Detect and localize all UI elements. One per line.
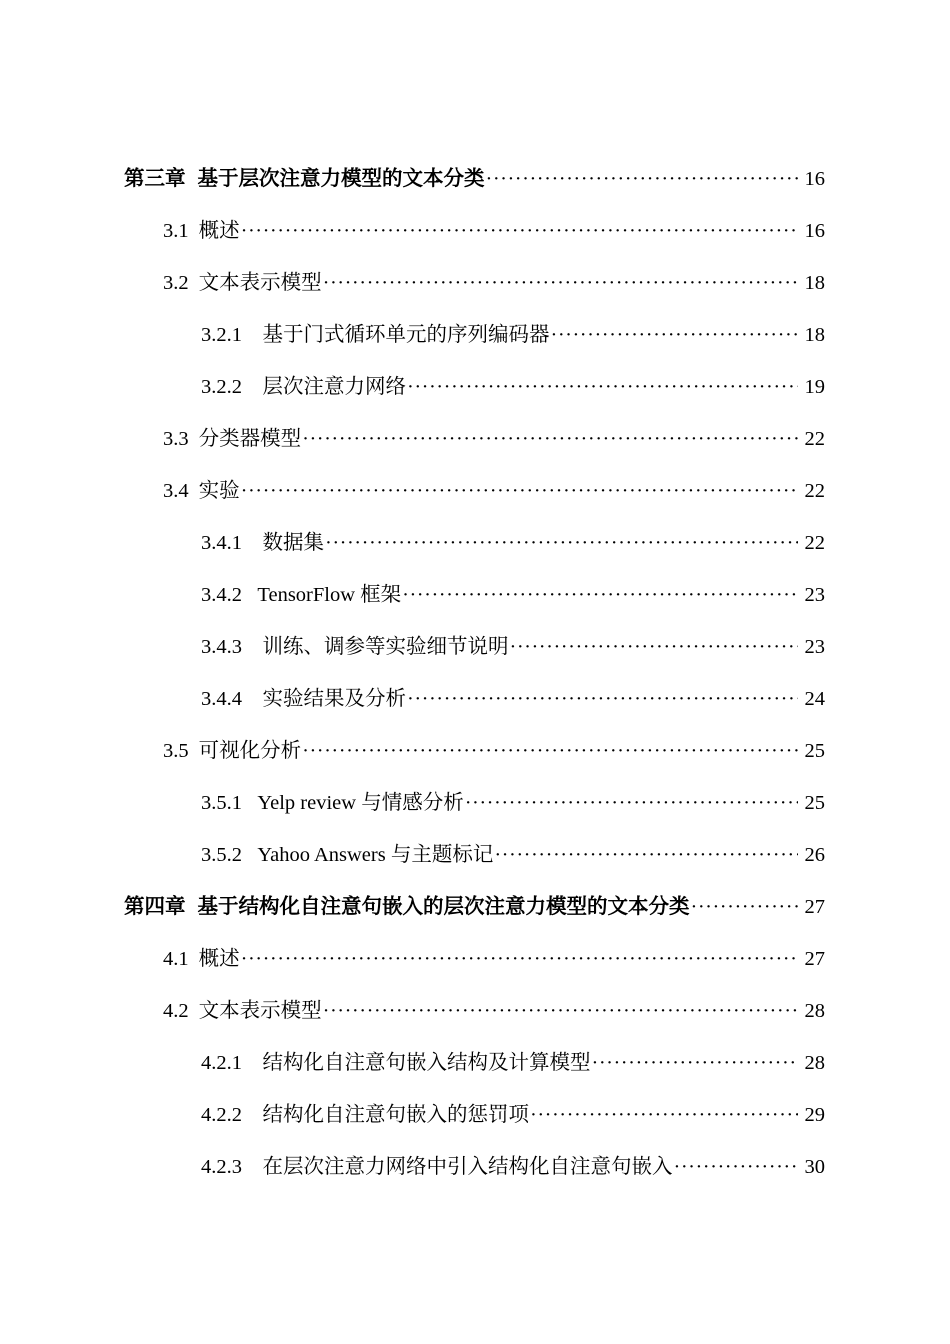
toc-entry-title: Yelp review 与情感分析 bbox=[257, 791, 464, 814]
toc-entry-3-4-4[interactable] bbox=[0, 673, 950, 725]
toc-entry-3-5-1[interactable] bbox=[0, 777, 950, 829]
toc-entry-number: 4.2.2 bbox=[201, 1103, 263, 1126]
toc-entry-3-2-1[interactable] bbox=[0, 309, 950, 361]
toc-entry-title: 基于结构化自注意句嵌入的层次注意力模型的文本分类 bbox=[197, 895, 690, 918]
toc-entry-4-2-1[interactable] bbox=[0, 1037, 950, 1089]
toc-entry-page: 27 bbox=[804, 947, 825, 970]
dot-leader bbox=[302, 429, 798, 450]
toc-entry-number: 3.4.2 bbox=[201, 583, 258, 606]
toc-entry-title: 数据集 bbox=[262, 531, 324, 554]
toc-entry-number: 3.1 bbox=[163, 219, 189, 242]
toc-entry-page: 30 bbox=[804, 1155, 825, 1178]
dot-leader bbox=[592, 1053, 799, 1074]
toc-entry-title: Yahoo Answers 与主题标记 bbox=[257, 843, 494, 866]
toc-entry-3-4-2[interactable] bbox=[0, 569, 950, 621]
dot-leader bbox=[323, 1001, 798, 1022]
toc-entry-4-2-3[interactable] bbox=[0, 1141, 950, 1193]
toc-entry-number: 3.4.4 bbox=[201, 687, 263, 710]
toc-entry-3-2-2[interactable] bbox=[0, 361, 950, 413]
toc-entry-page: 22 bbox=[804, 531, 825, 554]
toc-entry-page: 29 bbox=[804, 1103, 825, 1126]
toc-entry-chapter-3[interactable] bbox=[0, 153, 950, 205]
toc-entry-title: 实验结果及分析 bbox=[262, 687, 406, 710]
toc-entry-page: 22 bbox=[804, 479, 825, 502]
dot-leader bbox=[407, 689, 798, 710]
toc-entry-number: 4.1 bbox=[163, 947, 189, 970]
toc-entry-number: 3.5.1 bbox=[201, 791, 258, 814]
toc-entry-page: 18 bbox=[804, 271, 825, 294]
toc-entry-3-5[interactable] bbox=[0, 725, 950, 777]
toc-entry-page: 26 bbox=[804, 843, 825, 866]
toc-entry-title: 在层次注意力网络中引入结构化自注意句嵌入 bbox=[262, 1155, 673, 1178]
toc-entry-page: 19 bbox=[804, 375, 825, 398]
toc-entry-3-2[interactable] bbox=[0, 257, 950, 309]
toc-entry-number: 3.2.2 bbox=[201, 375, 263, 398]
toc-entry-page: 25 bbox=[804, 739, 825, 762]
dot-leader bbox=[241, 221, 798, 242]
toc-entry-title: 概述 bbox=[198, 947, 240, 970]
dot-leader bbox=[302, 741, 798, 762]
dot-leader bbox=[486, 169, 799, 190]
toc-entry-title: 文本表示模型 bbox=[198, 999, 322, 1022]
toc-entry-number: 3.5.2 bbox=[201, 843, 258, 866]
toc-entry-number: 4.2.1 bbox=[201, 1051, 263, 1074]
toc-entry-3-5-2[interactable] bbox=[0, 829, 950, 881]
toc-entry-3-4[interactable] bbox=[0, 465, 950, 517]
toc-entry-title: 层次注意力网络 bbox=[262, 375, 406, 398]
dot-leader bbox=[325, 533, 798, 554]
toc-entry-number: 4.2 bbox=[163, 999, 189, 1022]
toc-entry-chapter-4[interactable] bbox=[0, 881, 950, 933]
toc-entry-title: 基于门式循环单元的序列编码器 bbox=[262, 323, 550, 346]
toc-entry-3-4-1[interactable] bbox=[0, 517, 950, 569]
table-of-contents bbox=[0, 153, 950, 1193]
toc-entry-3-1[interactable] bbox=[0, 205, 950, 257]
dot-leader bbox=[402, 585, 798, 606]
toc-entry-title: 结构化自注意句嵌入结构及计算模型 bbox=[262, 1051, 591, 1074]
toc-entry-number: 第四章 bbox=[124, 895, 186, 918]
dot-leader bbox=[494, 845, 798, 866]
toc-entry-number: 4.2.3 bbox=[201, 1155, 263, 1178]
toc-entry-3-3[interactable] bbox=[0, 413, 950, 465]
dot-leader bbox=[465, 793, 798, 814]
toc-entry-page: 18 bbox=[804, 323, 825, 346]
toc-entry-number: 3.3 bbox=[163, 427, 189, 450]
toc-entry-4-2[interactable] bbox=[0, 985, 950, 1037]
dot-leader bbox=[551, 325, 799, 346]
toc-entry-page: 23 bbox=[804, 583, 825, 606]
toc-entry-title: 结构化自注意句嵌入的惩罚项 bbox=[262, 1103, 529, 1126]
toc-entry-page: 16 bbox=[804, 167, 825, 190]
toc-entry-title: 实验 bbox=[198, 479, 240, 502]
toc-entry-title: 训练、调参等实验细节说明 bbox=[262, 635, 509, 658]
toc-entry-3-4-3[interactable] bbox=[0, 621, 950, 673]
dot-leader bbox=[241, 949, 798, 970]
toc-entry-title: TensorFlow 框架 bbox=[257, 583, 402, 606]
dot-leader bbox=[674, 1157, 799, 1178]
toc-entry-page: 28 bbox=[804, 999, 825, 1022]
toc-entry-4-1[interactable] bbox=[0, 933, 950, 985]
toc-entry-page: 28 bbox=[804, 1051, 825, 1074]
toc-entry-number: 3.4.3 bbox=[201, 635, 263, 658]
toc-entry-number: 第三章 bbox=[124, 167, 186, 190]
dot-leader bbox=[510, 637, 799, 658]
toc-entry-page: 23 bbox=[804, 635, 825, 658]
toc-entry-title: 基于层次注意力模型的文本分类 bbox=[197, 167, 485, 190]
toc-entry-number: 3.4 bbox=[163, 479, 189, 502]
toc-entry-page: 16 bbox=[804, 219, 825, 242]
toc-entry-title: 可视化分析 bbox=[198, 739, 302, 762]
toc-entry-page: 22 bbox=[804, 427, 825, 450]
dot-leader bbox=[530, 1105, 798, 1126]
toc-entry-number: 3.5 bbox=[163, 739, 189, 762]
toc-entry-page: 27 bbox=[804, 895, 825, 918]
toc-entry-page: 24 bbox=[804, 687, 825, 710]
dot-leader bbox=[241, 481, 798, 502]
dot-leader bbox=[323, 273, 798, 294]
toc-entry-title: 文本表示模型 bbox=[198, 271, 322, 294]
toc-entry-number: 3.2.1 bbox=[201, 323, 263, 346]
dot-leader bbox=[407, 377, 798, 398]
dot-leader bbox=[691, 897, 799, 918]
toc-entry-number: 3.4.1 bbox=[201, 531, 263, 554]
toc-entry-4-2-2[interactable] bbox=[0, 1089, 950, 1141]
toc-entry-number: 3.2 bbox=[163, 271, 189, 294]
toc-entry-title: 分类器模型 bbox=[198, 427, 302, 450]
toc-entry-page: 25 bbox=[804, 791, 825, 814]
toc-entry-title: 概述 bbox=[198, 219, 240, 242]
